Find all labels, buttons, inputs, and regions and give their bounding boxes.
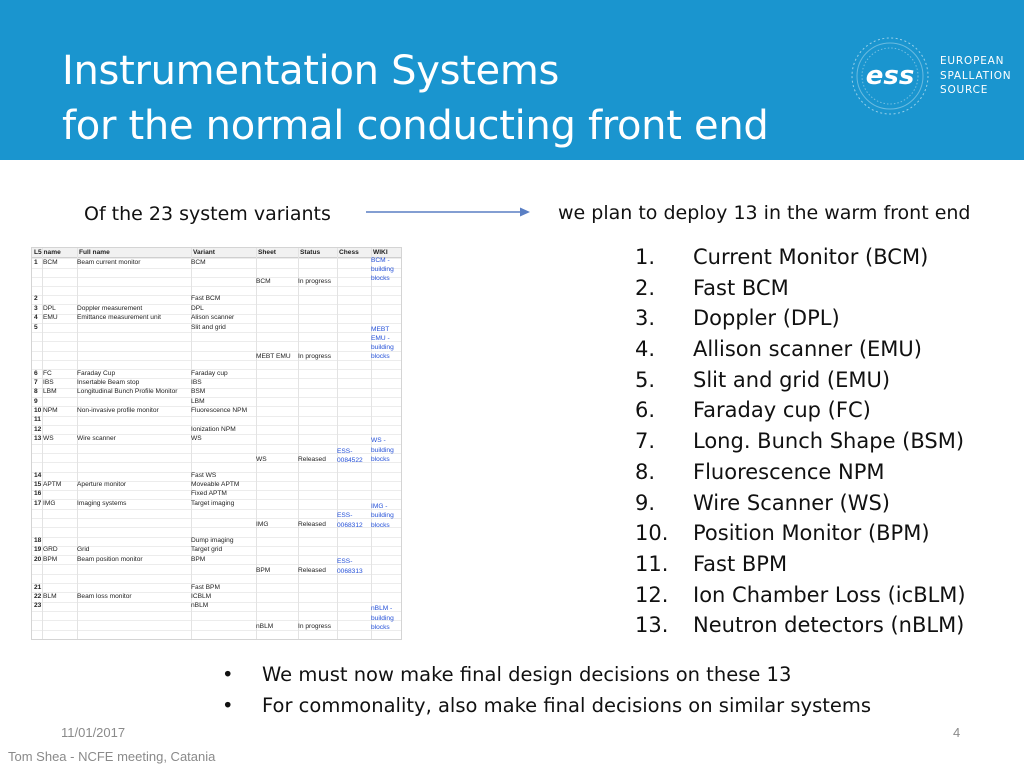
list-item-number: 5.	[635, 367, 656, 392]
sheet-cell: EMU	[43, 314, 58, 321]
sheet-gridline	[32, 268, 401, 269]
sheet-cell: Released	[298, 567, 326, 574]
sheet-cell: BPM	[256, 567, 271, 574]
sheet-cell: Grid	[77, 546, 90, 553]
sheet-column-header: WIKI	[373, 249, 388, 256]
sheet-link[interactable]: blocks	[371, 275, 390, 282]
list-item-number: 11.	[635, 551, 669, 576]
list-item-label: Ion Chamber Loss (icBLM)	[693, 582, 966, 607]
sheet-link[interactable]: 0084522	[337, 457, 363, 464]
sheet-cell: Doppler measurement	[77, 305, 143, 312]
title-line-2: for the normal conducting front end	[62, 103, 769, 149]
sheet-gridline	[32, 630, 401, 631]
sheet-row-number: 17	[34, 500, 42, 507]
sheet-cell: LBM	[191, 398, 205, 405]
right-arrow-icon	[366, 205, 532, 219]
sheet-cell: Released	[298, 521, 326, 528]
sheet-cell: In progress	[298, 278, 331, 285]
sheet-cell: Faraday Cup	[77, 370, 116, 377]
sheet-column-header: Sheet	[258, 249, 276, 256]
list-item-label: Fast BPM	[693, 551, 788, 576]
sheet-gridline	[32, 397, 401, 398]
list-item-number: 8.	[635, 459, 656, 484]
sheet-cell: Fluorescence NPM	[191, 407, 248, 414]
sheet-cell: Wire scanner	[77, 435, 116, 442]
sheet-cell: Moveable APTM	[191, 481, 240, 488]
sheet-cell: IBS	[191, 379, 202, 386]
list-item-label: Current Monitor (BCM)	[693, 245, 929, 269]
sheet-cell: In progress	[298, 623, 331, 630]
sheet-cell: IMG	[256, 521, 269, 528]
sheet-cell: Target grid	[191, 546, 223, 553]
sheet-row-number: 20	[34, 556, 42, 563]
sheet-gridline	[256, 248, 257, 639]
sheet-cell: BPM	[191, 556, 206, 563]
sheet-link[interactable]: building	[371, 266, 394, 273]
sheet-cell: Released	[298, 456, 326, 463]
logo-wordmark	[940, 54, 1011, 98]
variants-spreadsheet	[31, 247, 402, 640]
sheet-gridline	[32, 602, 401, 603]
list-item-number: 9.	[635, 490, 656, 515]
ess-logo	[848, 34, 1018, 118]
sheet-row-number: 8	[34, 388, 38, 395]
bullet-dot-icon: •	[222, 663, 234, 686]
sheet-cell: In progress	[298, 353, 331, 360]
footer-author: Tom Shea - NCFE meeting, Catania	[8, 749, 216, 764]
sheet-gridline	[337, 248, 338, 639]
sheet-gridline	[32, 509, 401, 510]
title-line-1: Instrumentation Systems	[62, 48, 560, 94]
sheet-cell: Fast WS	[191, 472, 217, 479]
sheet-cell: BPM	[43, 556, 58, 563]
sheet-row-number: 2	[34, 295, 38, 302]
sheet-cell: Fast BPM	[191, 584, 220, 591]
sheet-gridline	[32, 416, 401, 417]
sheet-cell: BCM	[256, 278, 271, 285]
sheet-gridline	[32, 277, 401, 278]
sheet-gridline	[298, 248, 299, 639]
sheet-cell: IMG	[43, 500, 56, 507]
sheet-cell: APTM	[43, 481, 62, 488]
list-item-label: Doppler (DPL)	[693, 306, 840, 331]
list-item-label: Fast BCM	[693, 275, 789, 300]
intro-left-text: Of the 23 system variants	[84, 203, 331, 225]
bullet-text: For commonality, also make final decisions on similar systems	[262, 694, 872, 717]
list-item-number: 10.	[635, 521, 669, 546]
sheet-link[interactable]: ESS-	[337, 448, 353, 455]
intro-right-text: we plan to deploy 13 in the warm front end	[558, 202, 971, 224]
list-item-number: 3.	[635, 306, 656, 331]
sheet-cell: BCM	[43, 259, 58, 266]
sheet-link[interactable]: WS -	[371, 437, 386, 444]
sheet-column-header: Chess	[339, 249, 359, 256]
sheet-gridline	[32, 472, 401, 473]
sheet-row-number: 13	[34, 435, 42, 442]
sheet-cell: WS	[43, 435, 54, 442]
sheet-cell: Target imaging	[191, 500, 235, 507]
sheet-gridline	[32, 286, 401, 287]
list-item-label: Wire Scanner (WS)	[693, 490, 890, 515]
list-item-number: 7.	[635, 429, 656, 454]
sheet-link[interactable]: building	[371, 615, 394, 622]
sheet-cell: Faraday cup	[191, 370, 228, 377]
ess-logo-icon	[848, 34, 934, 118]
sheet-column-header: Status	[300, 249, 321, 256]
sheet-link[interactable]: IMG -	[371, 503, 388, 510]
sheet-cell: NPM	[43, 407, 58, 414]
sheet-link[interactable]: 0068312	[337, 522, 363, 529]
sheet-cell: Emittance measurement unit	[77, 314, 161, 321]
sheet-cell: Non-invasive profile monitor	[77, 407, 159, 414]
sheet-link[interactable]: building	[371, 512, 394, 519]
sheet-row-number: 4	[34, 314, 38, 321]
list-item-label: Faraday cup (FC)	[693, 398, 871, 423]
sheet-column-header: Full name	[79, 249, 110, 256]
sheet-link[interactable]: nBLM -	[371, 605, 393, 612]
sheet-row-number: 3	[34, 305, 38, 312]
sheet-cell: ICBLM	[191, 593, 212, 600]
sheet-cell: nBLM	[191, 602, 209, 609]
list-item-number: 4.	[635, 337, 656, 362]
sheet-cell: FC	[43, 370, 52, 377]
sheet-row-number: 6	[34, 370, 38, 377]
sheet-link[interactable]: building	[371, 344, 394, 351]
sheet-cell: DPL	[191, 305, 204, 312]
footer-date: 11/01/2017	[61, 725, 126, 740]
sheet-cell: nBLM	[256, 623, 274, 630]
sheet-cell: BCM	[191, 259, 206, 266]
list-item-label: Fluorescence NPM	[693, 459, 885, 484]
sheet-cell: BLM	[43, 593, 57, 600]
list-item-label: Slit and grid (EMU)	[693, 367, 891, 392]
sheet-column-header: Variant	[193, 249, 215, 256]
sheet-gridline	[32, 332, 401, 333]
sheet-link[interactable]: EMU -	[371, 335, 390, 342]
sheet-row-number: 1	[34, 259, 38, 266]
sheet-cell: Beam position monitor	[77, 556, 143, 563]
sheet-row-number: 16	[34, 490, 42, 497]
sheet-link[interactable]: blocks	[371, 353, 390, 360]
sheet-cell: Insertable Beam stop	[77, 379, 140, 386]
sheet-cell: MEBT EMU	[256, 353, 291, 360]
logo-line-1: EUROPEAN	[940, 55, 1005, 67]
bullet-dot-icon: •	[222, 694, 234, 717]
slide-header	[0, 0, 1024, 160]
sheet-row-number: 5	[34, 324, 38, 331]
sheet-cell: GRD	[43, 546, 58, 553]
list-item-label: Neutron detectors (nBLM)	[693, 613, 965, 638]
sheet-link[interactable]: MEBT	[371, 326, 390, 333]
sheet-row-number: 19	[34, 546, 42, 553]
sheet-cell: Alison scanner	[191, 314, 235, 321]
sheet-link[interactable]: ESS-	[337, 558, 353, 565]
sheet-gridline	[32, 360, 401, 361]
sheet-row-number: 10	[34, 407, 42, 414]
sheet-link[interactable]: blocks	[371, 456, 390, 463]
sheet-cell: Aperture monitor	[77, 481, 127, 488]
sheet-link[interactable]: 0068313	[337, 568, 363, 575]
slide-title	[62, 44, 768, 154]
sheet-cell: BSM	[191, 388, 206, 395]
sheet-cell: Longitudinal Bunch Profile Monitor	[77, 388, 178, 395]
sheet-cell: DPL	[43, 305, 56, 312]
sheet-link[interactable]: blocks	[371, 522, 390, 529]
sheet-cell: Beam current monitor	[77, 259, 141, 266]
sheet-cell: WS	[191, 435, 202, 442]
sheet-gridline	[32, 620, 401, 621]
sheet-cell: IBS	[43, 379, 54, 386]
sheet-row-number: 14	[34, 472, 42, 479]
sheet-cell: Slit and grid	[191, 324, 226, 331]
sheet-column-header: L5 name	[34, 249, 61, 256]
sheet-gridline	[32, 351, 401, 352]
page-number: 4	[953, 725, 961, 740]
sheet-cell: Imaging systems	[77, 500, 127, 507]
logo-line-2: SPALLATION	[940, 69, 1012, 82]
sheet-gridline	[32, 444, 401, 445]
list-item-number: 1.	[635, 245, 656, 269]
sheet-row-number: 21	[34, 584, 42, 591]
sheet-cell: Fast BCM	[191, 295, 221, 302]
sheet-cell: Ionization NPM	[191, 426, 236, 433]
sheet-link[interactable]: BCM -	[371, 257, 390, 264]
sheet-row-number: 15	[34, 481, 42, 488]
sheet-cell: LBM	[43, 388, 57, 395]
sheet-cell: Fixed APTM	[191, 490, 227, 497]
list-item-label: Allison scanner (EMU)	[693, 337, 922, 362]
sheet-row-number: 11	[34, 416, 41, 423]
sheet-row-number: 7	[34, 379, 38, 386]
sheet-link[interactable]: blocks	[371, 624, 390, 631]
sheet-row-number: 12	[34, 426, 42, 433]
ess-logo-mark: ess	[865, 61, 915, 91]
sheet-gridline	[32, 611, 401, 612]
sheet-gridline	[32, 341, 401, 342]
list-item-number: 13.	[635, 613, 669, 638]
list-item-label: Long. Bunch Shape (BSM)	[693, 429, 965, 454]
sheet-cell: Beam loss monitor	[77, 593, 132, 600]
sheet-link[interactable]: building	[371, 447, 394, 454]
sheet-row-number: 22	[34, 593, 42, 600]
logo-line-3: SOURCE	[940, 84, 989, 96]
bullet-text: We must now make final design decisions on these 13	[262, 663, 792, 686]
sheet-link[interactable]: ESS-	[337, 512, 353, 519]
sheet-row-number: 9	[34, 398, 38, 405]
sheet-cell: WS	[256, 456, 267, 463]
list-item-number: 6.	[635, 398, 656, 423]
sheet-row-number: 23	[34, 602, 42, 609]
list-item-number: 2.	[635, 275, 656, 300]
sheet-row-number: 18	[34, 537, 42, 544]
list-item-number: 12.	[635, 582, 669, 607]
list-item-label: Position Monitor (BPM)	[693, 521, 930, 546]
sheet-cell: Dump imaging	[191, 537, 234, 544]
